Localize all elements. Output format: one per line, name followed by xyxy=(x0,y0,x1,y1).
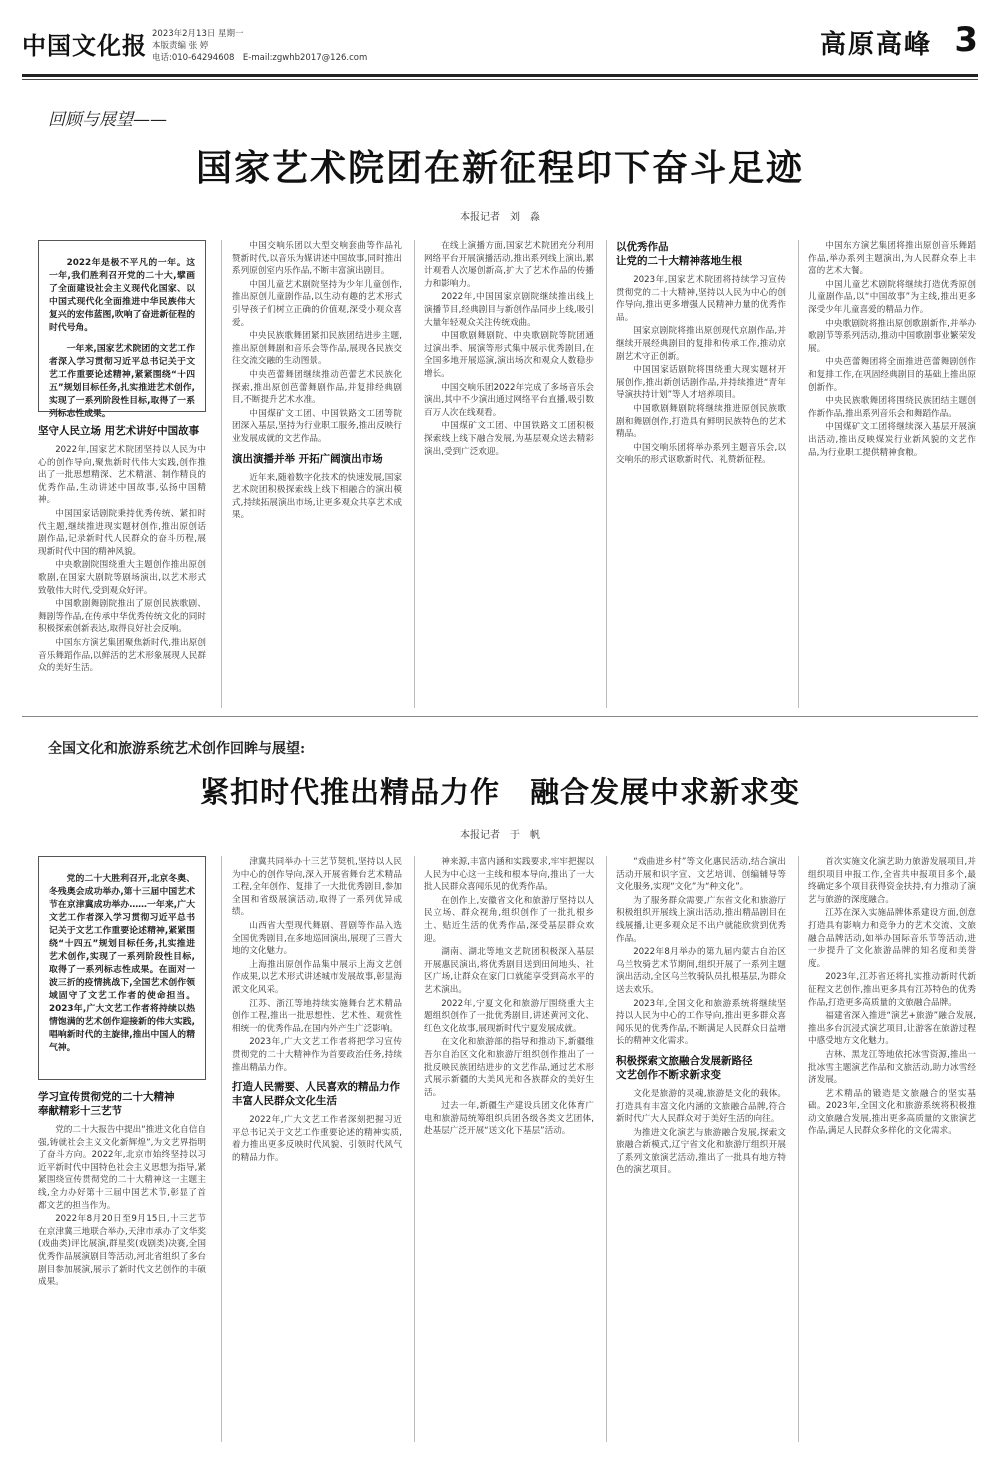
paragraph: 在创作上,安徽省文化和旅游厅坚持以人民立场、群众视角,组织创作了一批扎根乡土、贴近生活的优秀作品,深受基层群众欢迎。 xyxy=(424,895,594,944)
article2-column-2 xyxy=(232,856,402,1442)
paragraph: 上海推出原创作品集中展示上海文艺创作成果,以艺术形式讲述城市发展故事,彰显海派文化风采。 xyxy=(232,959,402,995)
paragraph: 2022年,中国国家京剧院继续推出线上演播节目,经典剧目与新创作品同步上线,吸引大量年轻观众关注传统戏曲。 xyxy=(424,292,594,328)
paragraph: 中国交响乐团将举办系列主题音乐会,以交响乐的形式讴歌新时代、礼赞新征程。 xyxy=(616,442,786,466)
paragraph: 为推进文化演艺与旅游融合发展,探索文旅融合新模式,辽宁省文化和旅游厅组织开展了系列文旅演艺活动,推出了一批具有地方特色的演艺项目。 xyxy=(616,1127,786,1176)
paragraph: 2022年8月举办的第九届内蒙古自治区乌兰牧骑艺术节期间,组织开展了一系列主题演出活动,全区乌兰牧骑队员扎根基层,为群众送去欢乐。 xyxy=(616,947,786,995)
masthead-rule-thin xyxy=(22,79,978,80)
article1-column-2 xyxy=(232,240,402,708)
subheading: 学习宣传贯彻党的二十大精神 奉献精彩十三艺节 xyxy=(38,1091,175,1117)
article1-column-1 xyxy=(38,424,206,709)
subheading: 坚守人民立场 用艺术讲好中国故事 xyxy=(38,425,200,437)
paragraph: 中国儿童艺术剧院坚持为少年儿童创作,推出原创儿童剧作品,以生动有趣的艺术形式引导孩子们树立正确的价值观,深受小观众喜爱。 xyxy=(232,279,402,328)
column-divider xyxy=(221,856,222,1442)
paragraph: 中国国家话剧院秉持优秀传统、紧扣时代主题,继续推进现实题材创作,推出原创话剧作品,记录新时代人民群众的奋斗历程,展现新时代中国的精神风貌。 xyxy=(38,508,206,557)
column-divider xyxy=(414,240,415,708)
subheading: 演出演播并举 开拓广阔演出市场 xyxy=(232,452,383,465)
article2-column-5 xyxy=(808,856,976,1442)
paragraph: 2022年,广大文艺工作者深刻把握习近平总书记关于文艺工作重要论述的精神实质,着力推出更多反映时代风貌、引领时代风气的精品力作。 xyxy=(232,1115,402,1163)
article1-column-4 xyxy=(616,240,786,708)
article2-byline: 本报记者 于 帆 xyxy=(460,830,540,841)
paragraph: 吉林、黑龙江等地依托冰雪资源,推出一批冰雪主题演艺作品和文旅活动,助力冰雪经济发展。 xyxy=(808,1049,976,1086)
article2-lead-box xyxy=(38,856,206,1080)
paragraph: 近年来,随着数字化技术的快速发展,国家艺术院团积极探索线上线下相融合的演出模式,持续拓展演出市场,让更多观众共享艺术成果。 xyxy=(232,472,402,521)
paragraph: 中国歌剧舞剧院将继续推进原创民族歌剧和舞剧创作,打造具有鲜明民族特色的艺术精品。 xyxy=(616,403,786,440)
paragraph: 津冀共同举办十三艺节契机,坚持以人民为中心的创作导向,深入开展省舞台艺术精品工程,全年创作、复排了一大批优秀剧目,参加全国和省级展演活动,取得了一系列优异成绩。 xyxy=(232,857,402,918)
paragraph: 中国东方演艺集团将推出原创音乐舞蹈作品,举办系列主题演出,为人民群众奉上丰富的艺术大餐。 xyxy=(808,241,976,277)
paragraph: 中国煤矿文工团、中国铁路文工团等院团深入基层,坚持为行业职工服务,推出反映行业发展成就的文艺作品。 xyxy=(232,408,402,444)
paragraph: “戏曲进乡村”等文化惠民活动,结合演出活动开展和识字宣、文艺培训、创编辅导等文化服务,实现“文化”为“种文化”。 xyxy=(616,857,786,893)
article2-kicker: 全国文化和旅游系统艺术创作回眸与展望: xyxy=(48,741,306,757)
contact-info: 电话:010-64294608 E-mail:zgwhb2017@126.com xyxy=(152,53,368,63)
paragraph: 2023年,全国文化和旅游系统将继续坚持以人民为中心的工作导向,推出更多群众喜闻乐见的优秀作品,不断满足人民群众日益增长的精神文化需求。 xyxy=(616,998,786,1047)
paragraph: 中央歌剧院将推出原创歌剧新作,并举办歌剧节等系列活动,推动中国歌剧事业繁荣发展。 xyxy=(808,318,976,354)
paragraph: 为了服务群众需要,广东省文化和旅游厅积极组织开展线上演出活动,推出精品剧目在线展播,让更多观众足不出户就能欣赏到优秀作品。 xyxy=(616,895,786,944)
paragraph: 艺术精品的锻造是文旅融合的坚实基础。2023年,全国文化和旅游系统将积极推动文旅融合发展,推出更多高质量的文旅演艺作品,满足人民群众多样化的文化需求。 xyxy=(808,1088,976,1137)
paragraph: 福建省深入推进“演艺+旅游”融合发展,推出多台沉浸式演艺项目,让游客在旅游过程中感受地方文化魅力。 xyxy=(808,1011,976,1047)
paragraph: 江苏、浙江等地持续实施舞台艺术精品创作工程,推出一批思想性、艺术性、观赏性相统一的优秀作品,在国内外产生广泛影响。 xyxy=(232,998,402,1034)
lead-paragraph: 一年来,国家艺术院团的文艺工作者深入学习贯彻习近平总书记关于文艺工作重要论述精神,紧紧围绕“十四五”规划目标任务,扎实推进艺术创作,实现了一系列阶段性目标,取得了一系列标志性成果。 xyxy=(49,344,195,419)
article2-column-4 xyxy=(616,856,786,1442)
paragraph: 湖南、湖北等地文艺院团积极深入基层开展惠民演出,将优秀剧目送到田间地头、社区广场,让群众在家门口就能享受到高水平的艺术演出。 xyxy=(424,947,594,995)
paragraph: 中国东方演艺集团聚焦新时代,推出原创音乐舞蹈作品,以鲜活的艺术形象展现人民群众的美好生活。 xyxy=(38,637,206,674)
paragraph: 中国煤矿文工团将继续深入基层开展演出活动,推出反映煤炭行业新风貌的文艺作品,为行业职工提供精神食粮。 xyxy=(808,422,976,458)
article1-column-5 xyxy=(808,240,976,708)
paragraph: 江苏在深入实施品牌体系建设方面,创意打造具有影响力和竞争力的艺术交流、文旅融合品牌活动,如举办国际音乐节等活动,进一步提升了文化旅游品牌的知名度和美誉度。 xyxy=(808,908,976,969)
paragraph: 党的二十大报告中提出“推进文化自信自强,铸就社会主义文化新辉煌”,为文艺界指明了奋斗方向。2022年,北京市始终坚持以习近平新时代中国特色社会主义思想为指导,紧紧围绕宣传贯彻党的二十大精神这一主题主线,全力办好第十三届中国艺术节,彰显了首都文艺的担当作为。 xyxy=(38,1125,206,1211)
issue-date: 2023年2月13日 星期一 xyxy=(152,29,244,39)
subheading: 积极探索文旅融合发展新路径 文艺创作不断求新求变 xyxy=(616,1054,753,1081)
paragraph: 2022年,宁夏文化和旅游厅围绕重大主题组织创作了一批优秀剧目,讲述黄河文化、红色文化故事,展现新时代宁夏发展成就。 xyxy=(424,998,594,1034)
column-divider xyxy=(606,856,607,1442)
paragraph: 中国国家话剧院将围绕重大现实题材开展创作,推出新创话剧作品,并持续推进“青年导演扶持计划”等人才培养项目。 xyxy=(616,365,786,401)
issue-info xyxy=(152,28,367,64)
column-divider xyxy=(798,856,799,1442)
subheading: 以优秀作品 让党的二十大精神落地生根 xyxy=(616,241,742,267)
paragraph: 中国歌剧舞剧院推出了原创民族歌剧、舞剧等作品,在传承中华优秀传统文化的同时积极探索创新表达,取得良好社会反响。 xyxy=(38,599,206,635)
masthead-rule xyxy=(22,74,978,77)
article2-headline: 紧扣时代推出精品力作 融合发展中求新求变 xyxy=(199,775,800,809)
paragraph: 2022年8月20日至9月15日,十三艺节在京津冀三地联合举办,天津市承办了文华奖(戏曲类)评比展演,群星奖(戏剧类)决赛,全国优秀作品展演剧目等活动,河北省组织了多台剧目参加展演,展示了新时代文艺创作的丰硕成果。 xyxy=(38,1214,206,1288)
paragraph: 中央芭蕾舞团继续推动芭蕾艺术民族化探索,推出原创芭蕾舞剧作品,并复排经典剧目,不断提升艺术水准。 xyxy=(232,369,402,406)
lead-paragraph: 2022年是极不平凡的一年。这一年,我们胜利召开党的二十大,擘画了全面建设社会主义现代化国家、以中国式现代化全面推进中华民族伟大复兴的宏伟蓝图,吹响了奋进新征程的时代号角。 xyxy=(49,258,195,333)
paragraph: 首次实施文化演艺助力旅游发展项目,并组织项目申报工作,全省共申报项目多个,最终确定多个项目获得资金扶持,有力推动了演艺与旅游的深度融合。 xyxy=(808,857,976,905)
article1-column-3 xyxy=(424,240,594,708)
article1-headline: 国家艺术院团在新征程印下奋斗足迹 xyxy=(195,147,804,189)
lead-paragraph: 党的二十大胜利召开,北京冬奥、冬残奥会成功举办,第十三届中国艺术节在京津冀成功举办……一年来,广大文艺工作者深入学习贯彻习近平总书记关于文艺工作重要论述精神,紧紧围绕“十四五”规划目标任务,扎实推进艺术创作,实现了一系列阶段性目标,取得了一系列标志性成果。在面对一波三折的疫情挑战下,全国艺术创作领域固守了文艺工作者的使命担当。2023年,广大文艺工作者将持续以热情饱满的艺术创作迎接新的伟大实践,唱响新时代的主旋律,推出中国人的精气神。 xyxy=(49,874,195,1053)
paragraph: 中央歌剧院围绕重大主题创作推出原创歌剧,在国家大剧院等剧场演出,以艺术形式致敬伟大时代,受到观众好评。 xyxy=(38,560,206,596)
paragraph: 文化是旅游的灵魂,旅游是文化的载体。打造具有丰富文化内涵的文旅融合品牌,符合新时代广大人民群众对于美好生活的向往。 xyxy=(616,1088,786,1125)
page-number: 3 xyxy=(954,20,978,60)
column-divider xyxy=(414,856,415,1442)
subheading: 打造人民需要、人民喜欢的精品力作 丰富人民群众文化生活 xyxy=(232,1081,400,1108)
section-title: 高原高峰 xyxy=(819,30,932,60)
paragraph: 2023年,江苏省还将扎实推动新时代新征程文艺创作,推出更多具有江苏特色的优秀作品,打造更多高质量的文旅融合品牌。 xyxy=(808,972,976,1008)
paragraph: 中国交响乐团2022年完成了多场音乐会演出,其中不少演出通过网络平台直播,吸引数百万人次在线观看。 xyxy=(424,382,594,418)
paragraph: 神来源,丰富内涵和实践要求,牢牢把握以人民为中心这一主线和根本导向,推出了一大批人民群众喜闻乐见的优秀作品。 xyxy=(424,857,594,893)
column-divider xyxy=(221,240,222,708)
paragraph: 山西省大型现代舞剧、晋剧等作品入选全国优秀剧目,在多地巡回演出,展现了三晋大地的文化魅力。 xyxy=(232,920,402,957)
article1-kicker: 回顾与展望—— xyxy=(48,110,167,130)
newspaper-logo: 中国文化报 xyxy=(22,31,147,60)
paragraph: 2023年,广大文艺工作者将把学习宣传贯彻党的二十大精神作为首要政治任务,持续推出精品力作。 xyxy=(232,1037,402,1073)
paragraph: 2022年,国家艺术院团坚持以人民为中心的创作导向,聚焦新时代伟大实践,创作推出了一批思想精深、艺术精湛、制作精良的优秀作品,生动讲述中国故事,弘扬中国精神。 xyxy=(38,445,206,506)
column-divider xyxy=(606,240,607,708)
paragraph: 国家京剧院将推出原创现代京剧作品,并继续开展经典剧目的复排和传承工作,推动京剧艺术守正创新。 xyxy=(616,326,786,362)
paragraph: 2023年,国家艺术院团将持续学习宣传贯彻党的二十大精神,坚持以人民为中心的创作导向,推出更多增强人民精神力量的优秀作品。 xyxy=(616,275,786,323)
paragraph: 中国歌剧舞剧院、中央歌剧院等院团通过演出季、展演等形式集中展示优秀剧目,在全国多地开展巡演,演出场次和观众人数稳步增长。 xyxy=(424,331,594,379)
paragraph: 中国煤矿文工团、中国铁路文工团积极探索线上线下融合发展,为基层观众送去精彩演出,受到广泛欢迎。 xyxy=(424,421,594,457)
paragraph: 过去一年,新疆生产建设兵团文化体育广电和旅游局统筹组织兵团各级各类文艺团体,赴基层广泛开展“送文化下基层”活动。 xyxy=(424,1101,594,1137)
article-separator xyxy=(22,716,978,717)
paragraph: 中国交响乐团以大型交响套曲等作品礼赞新时代,以音乐为媒讲述中国故事,同时推出系列原创室内乐作品,不断丰富演出剧目。 xyxy=(232,241,402,277)
paragraph: 在线上演播方面,国家艺术院团充分利用网络平台开展演播活动,推出系列线上演出,累计观看人次屡创新高,扩大了艺术作品的传播力和影响力。 xyxy=(424,241,594,289)
paragraph: 中央芭蕾舞团将全面推进芭蕾舞剧创作和复排工作,在巩固经典剧目的基础上推出原创新作。 xyxy=(808,357,976,393)
article2-column-3 xyxy=(424,856,594,1442)
paragraph: 中央民族歌舞团紧扣民族团结进步主题,推出原创舞剧和音乐会等作品,展现各民族交往交流交融的生动图景。 xyxy=(232,331,402,367)
article1-byline: 本报记者 刘 淼 xyxy=(460,212,540,223)
masthead xyxy=(22,22,978,80)
paragraph: 在文化和旅游部的指导和推动下,新疆维吾尔自治区文化和旅游厅组织创作推出了一批反映民族团结进步的文艺作品,通过艺术形式展示新疆的大美风光和各族群众的美好生活。 xyxy=(424,1037,594,1098)
article1-lead-box xyxy=(38,240,206,419)
article2-column-1 xyxy=(38,1090,206,1442)
page-editor: 本版责编 张 婷 xyxy=(152,41,209,51)
column-divider xyxy=(798,240,799,708)
paragraph: 中国儿童艺术剧院将继续打造优秀原创儿童剧作品,以“中国故事”为主线,推出更多深受少年儿童喜爱的精品力作。 xyxy=(808,279,976,315)
paragraph: 中央民族歌舞团将围绕民族团结主题创作新作品,推出系列音乐会和舞蹈作品。 xyxy=(808,396,976,419)
